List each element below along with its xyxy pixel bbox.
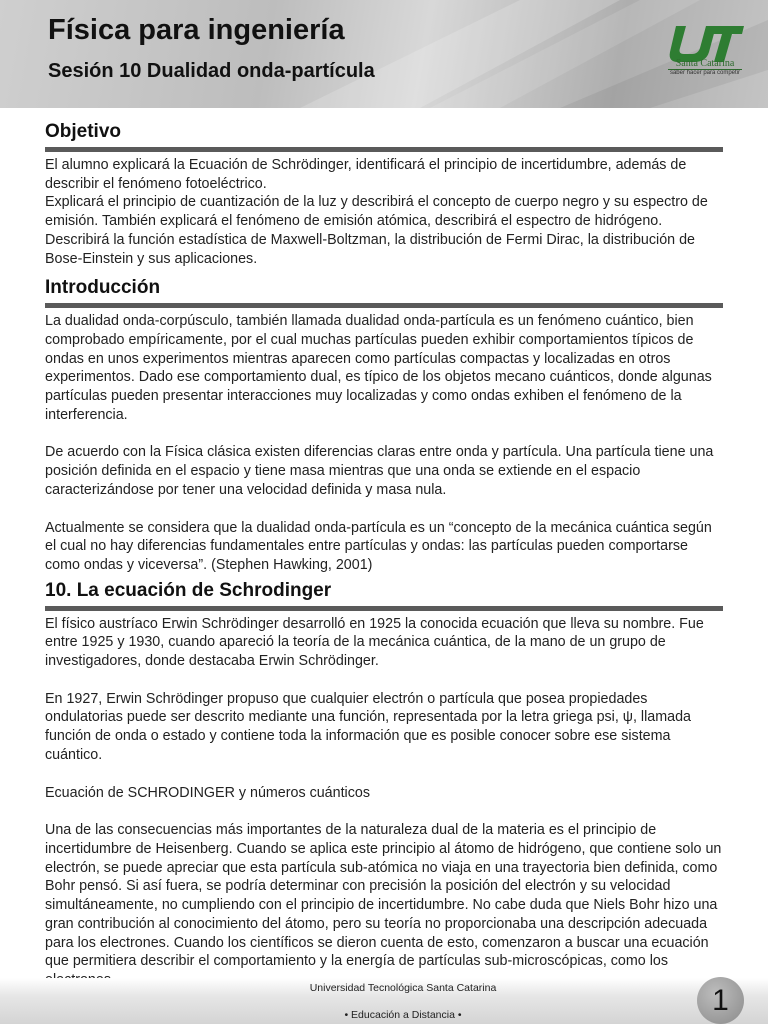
page-number: 1: [697, 977, 744, 1024]
logo-name: Santa Catarina: [668, 58, 742, 70]
document-title: Física para ingeniería: [48, 14, 345, 46]
footer-program: • Educación a Distancia •: [344, 1009, 462, 1021]
paragraph: El físico austríaco Erwin Schrödinger desarrolló en 1925 la conocida ecuación que lleva su nombre. Fue entre 1925 y 1930, cuando apareció la teoría de la mecánica cuántica, de la mano de un grupo de investigadores, donde destacaba Erwin Schrödinger.: [45, 615, 704, 670]
paragraph: En 1927, Erwin Schrödinger propuso que cualquier electrón o partícula que posea propiedades ondulatorias puede ser descrito mediante una función, representada por la letra griega psi, ψ, llamada función de onda o estado y contiene toda la información que es posible conocer sobre ese sistema cuántico.: [45, 690, 691, 763]
logo-tagline: saber hacer para competir: [669, 70, 741, 76]
paragraph: La dualidad onda-corpúsculo, también llamada dualidad onda-partícula es un fenómeno cuántico, bien comprobado empíricamente, por el cual muchas partículas pueden exhibir comportamientos típicos de ondas en unos experimentos mientras aparecen como partículas compactas y localizadas en otros experimentos. Dado ese comportamiento dual, es típico de los objetos mecano cuánticos, donde algunas partículas pueden presentar interacciones muy localizadas y como ondas exhiben el fenómeno de la interferencia.: [45, 313, 712, 423]
page-header: [0, 0, 768, 108]
section-heading: Introducción: [45, 276, 723, 308]
document-body: [45, 120, 723, 990]
section-heading: 10. La ecuación de Schrodinger: [45, 579, 723, 611]
paragraph: Una de las consecuencias más importantes de la naturaleza dual de la materia es el principio de incertidumbre de Heisenberg. Cuando se aplica este principio al átomo de hidrógeno, que contiene solo un electrón, se puede apreciar que esta partícula sub-atómica no viaja en una trayectoria bien definida, como Bohr pensó. Si así fuera, se podría determinar con precisión la posición del electrón y su velocidad simultáneamente, no cumpliendo con el principio de incertidumbre. No cabe duda que Niels Bohr hizo una gran contribución al conocimiento del átomo, pero su teoría no proporcionaba una descripción adecuada para los electrones. Cuando los científicos se dieron cuenta de esto, comenzaron a buscar una ecuación que permitiera describir el comportamiento y la energía de partículas sub-microscópicas, como los: [45, 822, 722, 970]
paragraph: De acuerdo con la Física clásica existen diferencias claras entre onda y partícula. Una partícula tiene una posición definida en el espacio y tiene masa mientras que una onda se extiende en el espacio caracterizándose por tener una velocidad definida y masa nula.: [45, 444, 714, 498]
paragraph: El alumno explicará la Ecuación de Schrödinger, identificará el principio de incertidumbre, además de describir el fenómeno fotoeléctrico. Explicará el principio de cuantización de la luz y describirá el concepto de cuerpo negro y su espectro de emisión. También explicará el fenómeno de emisión atómica, describirá el espectro de hidrógeno. Describirá la función estadística de Maxwell-Boltzman, la distribución de Fermi Dirac, la distribución de Bose-Einstein y sus aplicaciones.: [45, 157, 708, 267]
section-introduccion: [45, 276, 723, 574]
footer-institution: Universidad Tecnológica Santa Catarina: [309, 982, 497, 994]
paragraph: Ecuación de SCHRODINGER y números cuánticos: [45, 784, 370, 801]
section-heading: Objetivo: [45, 120, 723, 152]
page-footer: [0, 978, 768, 1024]
paragraph: Actualmente se considera que la dualidad onda-partícula es un “concepto de la mecánica cuántica según el cual no hay diferencias fundamentales entre partículas y ondas: las partículas pueden comportarse como ondas y viceversa”. (Stephen Hawking, 2001): [45, 519, 712, 573]
section-objetivo: [45, 120, 723, 268]
section-schrodinger: [45, 579, 723, 990]
document-subtitle: Sesión 10 Dualidad onda-partícula: [48, 60, 375, 82]
